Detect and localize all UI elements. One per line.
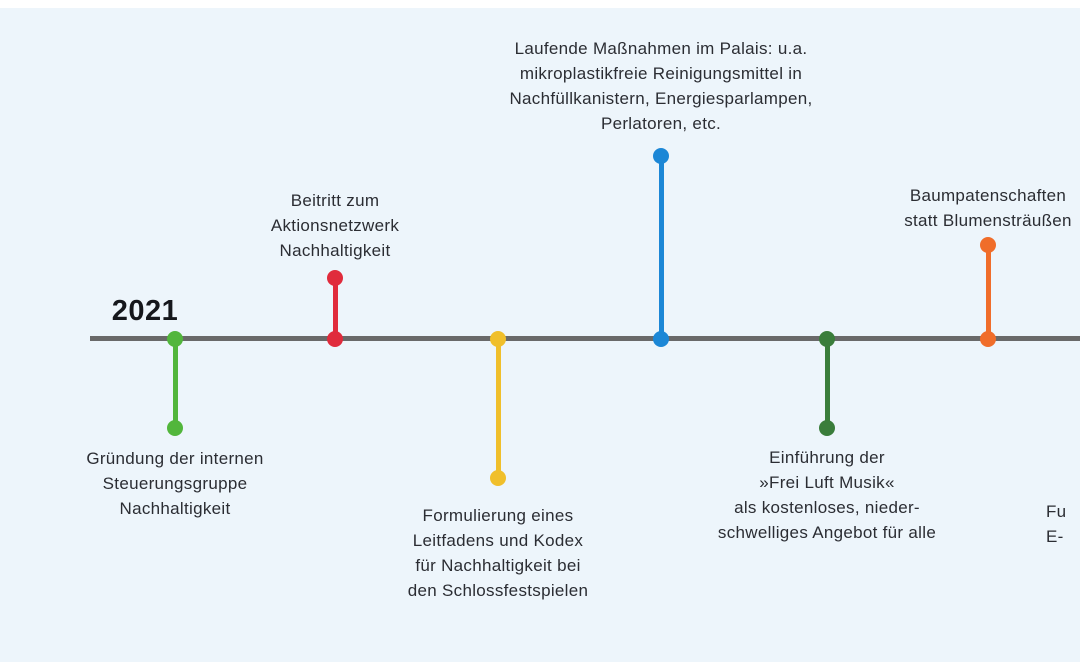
event-dot-end xyxy=(167,420,183,436)
event-label-line: Beitritt zum xyxy=(290,191,380,210)
event-label-line: Nachfüllkanistern, Energiesparlampen, xyxy=(509,89,813,108)
event-dot-on-line xyxy=(327,331,343,347)
event-label-line: schwelliges Angebot für alle xyxy=(717,523,937,542)
event-stem xyxy=(825,339,830,429)
event-dot-on-line xyxy=(167,331,183,347)
event-label-massnahmen-palais xyxy=(441,36,881,136)
clipped-label-fragment xyxy=(1046,499,1066,549)
event-dot-end xyxy=(653,148,669,164)
event-stem xyxy=(659,156,664,339)
event-stem xyxy=(173,339,178,429)
event-label-line: als kostenloses, nieder- xyxy=(734,498,920,517)
event-label-line: den Schlossfestspielen xyxy=(407,581,589,600)
event-label-line: Perlatoren, etc. xyxy=(600,114,722,133)
event-label-leitfaden-kodex xyxy=(358,503,638,603)
event-label-line: Leitfadens und Kodex xyxy=(412,531,584,550)
event-label-line: Steuerungsgruppe xyxy=(102,474,248,493)
event-dot-on-line xyxy=(819,331,835,347)
event-label-line: Einführung der xyxy=(769,448,885,467)
event-label-line: mikroplastikfreie Reinigungsmittel in xyxy=(519,64,803,83)
event-label-baumpatenschaften xyxy=(858,183,1080,233)
event-stem xyxy=(333,278,338,339)
event-label-line: Nachhaltigkeit xyxy=(119,499,231,518)
clipped-label-line: Fu xyxy=(1046,502,1067,521)
event-dot-on-line xyxy=(490,331,506,347)
event-label-line: Baumpatenschaften xyxy=(909,186,1067,205)
event-dot-end xyxy=(490,470,506,486)
event-label-line: Laufende Maßnahmen im Palais: u.a. xyxy=(514,39,808,58)
event-label-frei-luft-musik xyxy=(667,445,987,545)
event-label-line: Formulierung eines xyxy=(422,506,574,525)
timeline-axis xyxy=(90,336,1080,341)
event-dot-on-line xyxy=(653,331,669,347)
clipped-label-line: E- xyxy=(1046,527,1064,546)
event-label-line: Gründung der internen xyxy=(86,449,264,468)
event-label-line: Nachhaltigkeit xyxy=(279,241,391,260)
event-label-line: statt Blumensträußen xyxy=(904,211,1072,230)
event-dot-end xyxy=(980,237,996,253)
event-dot-end xyxy=(327,270,343,286)
event-dot-end xyxy=(819,420,835,436)
event-label-line: »Frei Luft Musik« xyxy=(759,473,895,492)
event-stem xyxy=(496,339,501,479)
event-label-gruendung-steuerungsgruppe xyxy=(35,446,315,521)
year-label: 2021 xyxy=(111,295,179,327)
event-stem xyxy=(986,245,991,339)
event-label-beitritt-aktionsnetzwerk xyxy=(215,188,455,263)
event-label-line: Aktionsnetzwerk xyxy=(270,216,400,235)
event-dot-on-line xyxy=(980,331,996,347)
event-label-line: für Nachhaltigkeit bei xyxy=(415,556,581,575)
